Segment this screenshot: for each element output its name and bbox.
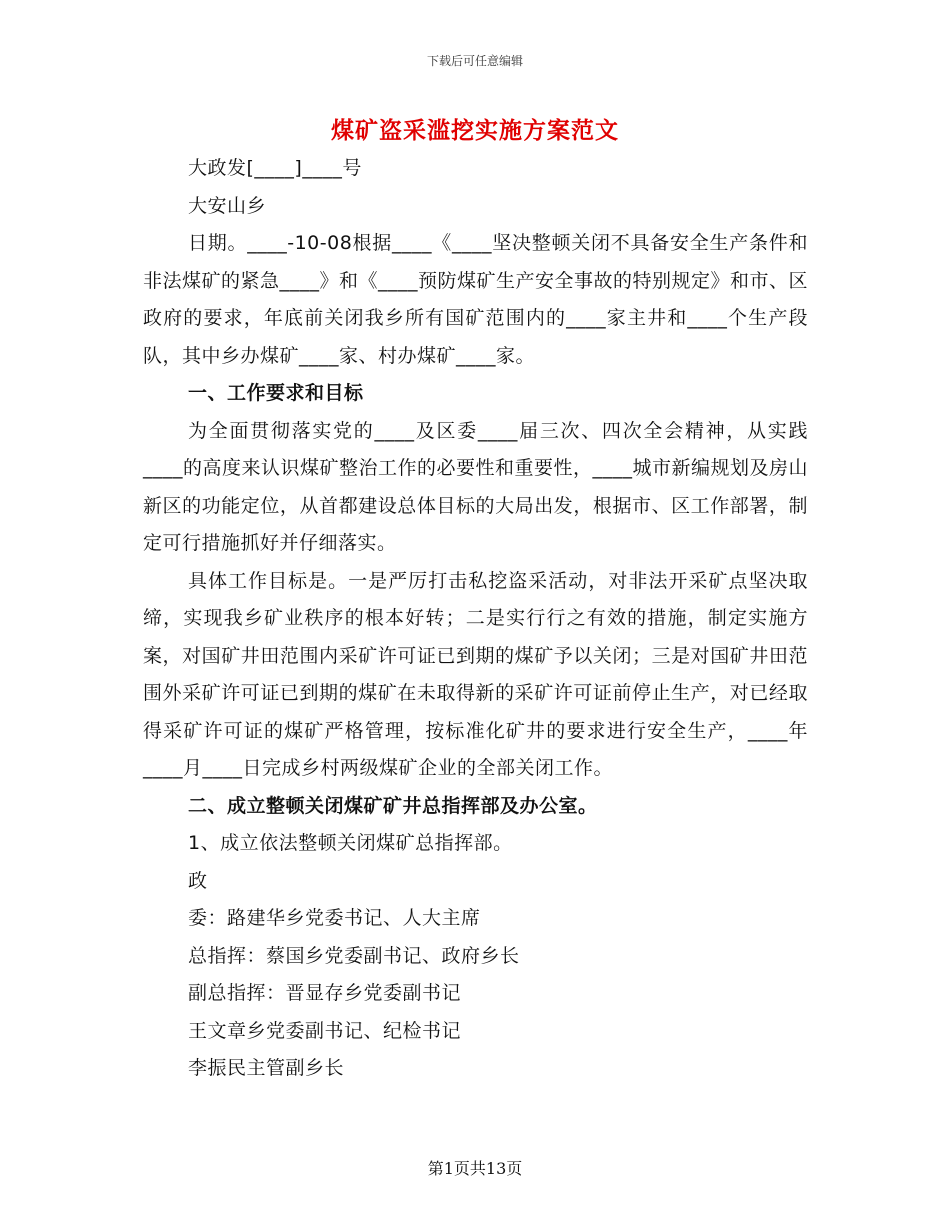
role-line-5: 王文章乡党委副书记、纪检书记 — [188, 1019, 462, 1042]
role-line-1: 政 — [188, 869, 208, 892]
section-1-paragraph-1: 为全面贯彻落实党的____及区委____届三次、四次全会精神，从实践____的高度来认识煤矿整治工作的必要性和重要性，____城市新编规划及房山新区的功能定位，从首都建设总体目标的大局出发，根据市、区工作部署，制定可行措施抓好并仔细落实。 — [143, 419, 809, 554]
role-line-3: 总指挥：蔡国乡党委副书记、政府乡长 — [188, 944, 520, 967]
role-line-6: 李振民主管副乡长 — [188, 1057, 345, 1079]
section-heading-2: 二、成立整顿关闭煤矿矿井总指挥部及办公室。 — [188, 794, 598, 817]
section-1-paragraph-2: 具体工作目标是。一是严厉打击私挖盗采活动，对非法开采矿点坚决取缔，实现我乡矿业秩序的根本好转；二是实行行之有效的措施，制定实施方案，对国矿井田范围内采矿许可证已到期的煤矿予以关闭；三是对国矿井田范围外采矿许可证已到期的煤矿在未取得新的采矿许可证前停止生产，对已经取得采矿许可证的煤矿严格管理，按标准化矿井的要求进行安全生产，____年____月____日完成乡村两级煤矿企业的全部关闭工作。 — [143, 569, 808, 779]
document-number: 大政发[____]____号 — [188, 157, 362, 179]
header-note: 下载后可任意编辑 — [426, 54, 523, 68]
issuer: 大安山乡 — [188, 194, 267, 217]
subsection-1: 1、成立依法整顿关闭煤矿总指挥部。 — [188, 832, 513, 854]
role-line-4: 副总指挥：晋显存乡党委副书记 — [188, 982, 462, 1004]
intro-paragraph: 日期。____-10-08根据____《____坚决整顿关闭不具备安全生产条件和非法煤矿的紧急____》和《____预防煤矿生产安全事故的特别规定》和市、区政府的要求，年底前关闭我乡所有国矿范围内的____家主井和____个生产段队，其中乡办煤矿____家、村办煤矿____家。 — [143, 232, 809, 367]
page-footer: 第1页共13页 — [427, 1159, 523, 1178]
role-line-2: 委：路建华乡党委书记、人大主席 — [188, 907, 481, 929]
document-body — [143, 150, 808, 1088]
section-heading-1: 一、工作要求和目标 — [188, 382, 364, 404]
document-title: 煤矿盗采滥挖实施方案范文 — [331, 118, 619, 144]
